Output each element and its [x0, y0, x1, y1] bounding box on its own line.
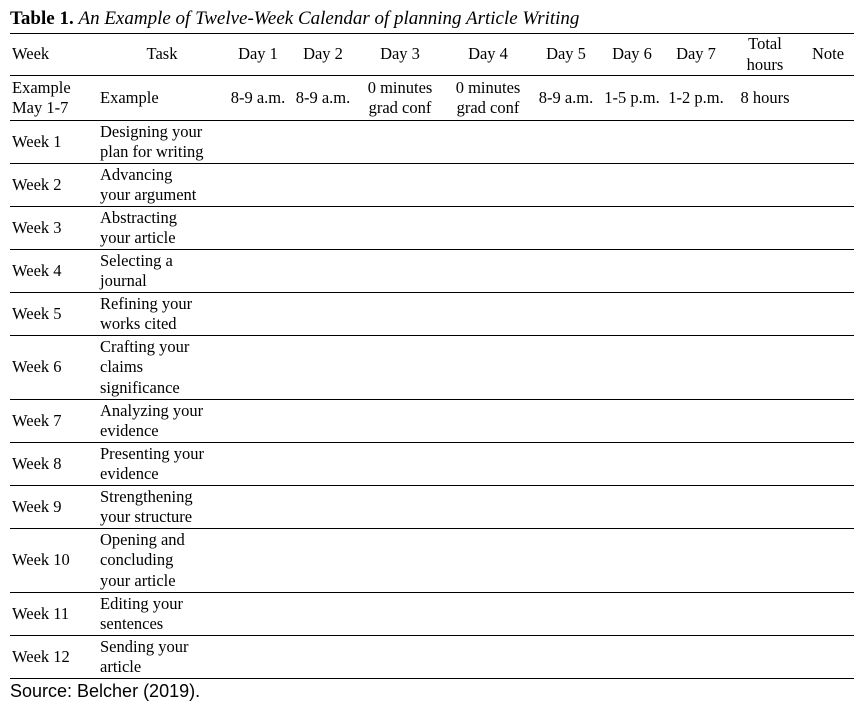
day-7-cell [664, 529, 728, 593]
day-7-cell [664, 486, 728, 529]
day-7-cell [664, 443, 728, 486]
header-day-3: Day 3 [380, 44, 420, 64]
day-7-cell [664, 400, 728, 443]
day-5-cell [532, 164, 600, 207]
source-note: Source: Belcher (2019). [10, 681, 201, 701]
table-row [10, 121, 854, 164]
week-cell: Week 4 [12, 260, 62, 280]
day-1-cell [226, 529, 290, 593]
header-day-5: Day 5 [546, 44, 586, 64]
note-cell [802, 121, 854, 164]
day-3-cell [356, 207, 444, 250]
task-line: Selecting a [100, 250, 173, 270]
header-total-line2: hours [746, 54, 784, 74]
day-5-cell [532, 529, 600, 593]
task-line: evidence [100, 421, 159, 440]
day-5-cell [532, 443, 600, 486]
day-1-cell [226, 636, 290, 679]
task-cell [98, 121, 226, 164]
task-line: Crafting your [100, 336, 190, 356]
day-6-cell [600, 250, 664, 293]
day-3-cell [356, 443, 444, 486]
example-day-4 [444, 76, 532, 121]
day-3-cell [356, 593, 444, 636]
day-6-cell [600, 336, 664, 400]
task-line: Refining your [100, 293, 193, 313]
day-2-cell [290, 400, 356, 443]
example-day-1: 8-9 a.m. [230, 87, 286, 107]
day-2-cell [290, 486, 356, 529]
note-cell [802, 529, 854, 593]
day-5-cell [532, 593, 600, 636]
table-row [10, 486, 854, 529]
day-7-cell [664, 336, 728, 400]
task-cell [98, 529, 226, 593]
day-2-cell [290, 121, 356, 164]
total-hours-cell [728, 636, 802, 679]
day-4-cell [444, 636, 532, 679]
task-line: Sending your [100, 636, 189, 656]
day-1-cell [226, 250, 290, 293]
total-hours-cell [728, 250, 802, 293]
header-note: Note [811, 44, 845, 64]
day-1-cell [226, 486, 290, 529]
example-week-line2: May 1-7 [12, 98, 69, 117]
header-day-4: Day 4 [468, 44, 508, 64]
header-week: Week [12, 44, 50, 64]
table-caption [10, 7, 579, 31]
total-hours-cell [728, 529, 802, 593]
day-3-cell [356, 121, 444, 164]
day-2-cell [290, 529, 356, 593]
example-week-line1: Example [12, 77, 71, 97]
header-task: Task [146, 44, 178, 64]
header-total-line1: Total [748, 34, 782, 53]
day-5-cell [532, 336, 600, 400]
day-7-cell [664, 121, 728, 164]
note-cell [802, 207, 854, 250]
day-3-cell [356, 400, 444, 443]
day-1-cell [226, 336, 290, 400]
table-title: An Example of Twelve-Week Calendar of planning Article Writing [78, 8, 580, 29]
day-3-cell [356, 293, 444, 336]
table-row [10, 207, 854, 250]
table-row [10, 400, 854, 443]
task-line: works cited [100, 314, 177, 333]
example-day-3 [356, 76, 444, 121]
note-cell [802, 443, 854, 486]
task-line: your article [100, 570, 176, 590]
example-day-3-line1: 0 minutes [367, 77, 433, 97]
task-line: your argument [100, 185, 197, 204]
total-hours-cell [728, 207, 802, 250]
note-cell [802, 400, 854, 443]
table-row [10, 250, 854, 293]
table-row [10, 593, 854, 636]
total-hours-cell [728, 443, 802, 486]
week-cell: Week 9 [12, 496, 62, 516]
day-3-cell [356, 164, 444, 207]
task-line: significance [100, 377, 180, 397]
task-cell [98, 336, 226, 400]
example-day-3-line2: grad conf [368, 98, 432, 117]
task-line: claims [100, 357, 144, 377]
day-2-cell [290, 443, 356, 486]
day-7-cell [664, 164, 728, 207]
task-cell [98, 443, 226, 486]
example-day-2: 8-9 a.m. [295, 87, 351, 107]
note-cell [802, 293, 854, 336]
header-row [10, 34, 854, 76]
day-2-cell [290, 636, 356, 679]
day-7-cell [664, 593, 728, 636]
day-6-cell [600, 636, 664, 679]
day-6-cell [600, 207, 664, 250]
task-line: Strengthening [100, 486, 193, 506]
day-4-cell [444, 486, 532, 529]
task-cell [98, 207, 226, 250]
day-6-cell [600, 400, 664, 443]
day-4-cell [444, 207, 532, 250]
day-4-cell [444, 336, 532, 400]
task-line: sentences [100, 614, 164, 633]
day-6-cell [600, 443, 664, 486]
day-2-cell [290, 593, 356, 636]
day-5-cell [532, 293, 600, 336]
week-cell: Week 3 [12, 217, 62, 237]
note-cell [802, 336, 854, 400]
day-3-cell [356, 486, 444, 529]
day-7-cell [664, 250, 728, 293]
day-2-cell [290, 293, 356, 336]
day-4-cell [444, 121, 532, 164]
header-day-2: Day 2 [303, 44, 343, 64]
table-row [10, 636, 854, 679]
total-hours-cell [728, 336, 802, 400]
day-7-cell [664, 293, 728, 336]
task-cell [98, 593, 226, 636]
task-line: plan for writing [100, 142, 204, 161]
task-line: your article [100, 228, 176, 247]
task-cell [98, 293, 226, 336]
task-cell [98, 486, 226, 529]
total-hours-cell [728, 593, 802, 636]
day-7-cell [664, 636, 728, 679]
table-row [10, 164, 854, 207]
day-2-cell [290, 207, 356, 250]
example-total-hours: 8 hours [740, 87, 790, 107]
task-line: Presenting your [100, 443, 205, 463]
day-5-cell [532, 486, 600, 529]
day-6-cell [600, 593, 664, 636]
note-cell [802, 164, 854, 207]
day-6-cell [600, 293, 664, 336]
header-day-7: Day 7 [676, 44, 716, 64]
week-cell: Week 6 [12, 357, 62, 377]
task-line: your structure [100, 507, 193, 526]
example-note [802, 76, 854, 121]
task-cell [98, 636, 226, 679]
week-cell: Week 7 [12, 410, 62, 430]
twelve-week-calendar-table [10, 33, 854, 679]
example-task: Example [100, 87, 159, 107]
total-hours-cell [728, 121, 802, 164]
day-4-cell [444, 529, 532, 593]
week-cell: Week 5 [12, 303, 62, 323]
table-row [10, 336, 854, 400]
note-cell [802, 593, 854, 636]
day-5-cell [532, 400, 600, 443]
note-cell [802, 250, 854, 293]
day-3-cell [356, 529, 444, 593]
day-6-cell [600, 486, 664, 529]
week-cell: Week 8 [12, 453, 62, 473]
day-5-cell [532, 121, 600, 164]
day-4-cell [444, 164, 532, 207]
task-cell [98, 250, 226, 293]
task-line: Analyzing your [100, 400, 204, 420]
note-cell [802, 636, 854, 679]
day-4-cell [444, 293, 532, 336]
task-cell [98, 400, 226, 443]
header-total-hours [728, 34, 802, 76]
day-3-cell [356, 336, 444, 400]
example-day-4-line1: 0 minutes [455, 77, 521, 97]
day-6-cell [600, 529, 664, 593]
week-cell: Week 12 [12, 646, 70, 666]
day-1-cell [226, 400, 290, 443]
example-week [10, 76, 98, 121]
task-line: Designing your [100, 121, 203, 141]
example-day-7: 1-2 p.m. [668, 87, 724, 107]
table-row [10, 443, 854, 486]
task-cell [98, 164, 226, 207]
week-cell: Week 11 [12, 603, 70, 623]
day-4-cell [444, 593, 532, 636]
day-3-cell [356, 250, 444, 293]
example-day-5: 8-9 a.m. [538, 87, 594, 107]
header-day-6: Day 6 [612, 44, 652, 64]
table-row [10, 529, 854, 593]
header-day-1: Day 1 [238, 44, 278, 64]
total-hours-cell [728, 164, 802, 207]
total-hours-cell [728, 293, 802, 336]
day-4-cell [444, 400, 532, 443]
day-4-cell [444, 250, 532, 293]
example-day-4-line2: grad conf [456, 98, 520, 117]
week-cell: Week 1 [12, 131, 62, 151]
day-1-cell [226, 293, 290, 336]
task-line: Abstracting [100, 207, 177, 227]
week-cell: Week 2 [12, 174, 62, 194]
task-line: Opening and [100, 529, 185, 549]
day-5-cell [532, 250, 600, 293]
day-6-cell [600, 164, 664, 207]
task-line: Editing your [100, 593, 183, 613]
task-line: evidence [100, 464, 159, 483]
task-line: article [100, 657, 142, 676]
day-3-cell [356, 636, 444, 679]
week-cell: Week 10 [12, 550, 70, 570]
table-label: Table 1. [10, 8, 74, 29]
day-2-cell [290, 336, 356, 400]
day-2-cell [290, 164, 356, 207]
day-1-cell [226, 121, 290, 164]
example-row [10, 76, 854, 121]
note-cell [802, 486, 854, 529]
day-4-cell [444, 443, 532, 486]
day-5-cell [532, 636, 600, 679]
example-day-6: 1-5 p.m. [604, 87, 660, 107]
day-5-cell [532, 207, 600, 250]
day-1-cell [226, 593, 290, 636]
day-1-cell [226, 164, 290, 207]
day-2-cell [290, 250, 356, 293]
total-hours-cell [728, 486, 802, 529]
day-1-cell [226, 207, 290, 250]
total-hours-cell [728, 400, 802, 443]
day-7-cell [664, 207, 728, 250]
task-line: Advancing [100, 164, 173, 184]
day-6-cell [600, 121, 664, 164]
task-line: concluding [100, 550, 174, 570]
table-row [10, 293, 854, 336]
task-line: journal [100, 271, 147, 290]
day-1-cell [226, 443, 290, 486]
